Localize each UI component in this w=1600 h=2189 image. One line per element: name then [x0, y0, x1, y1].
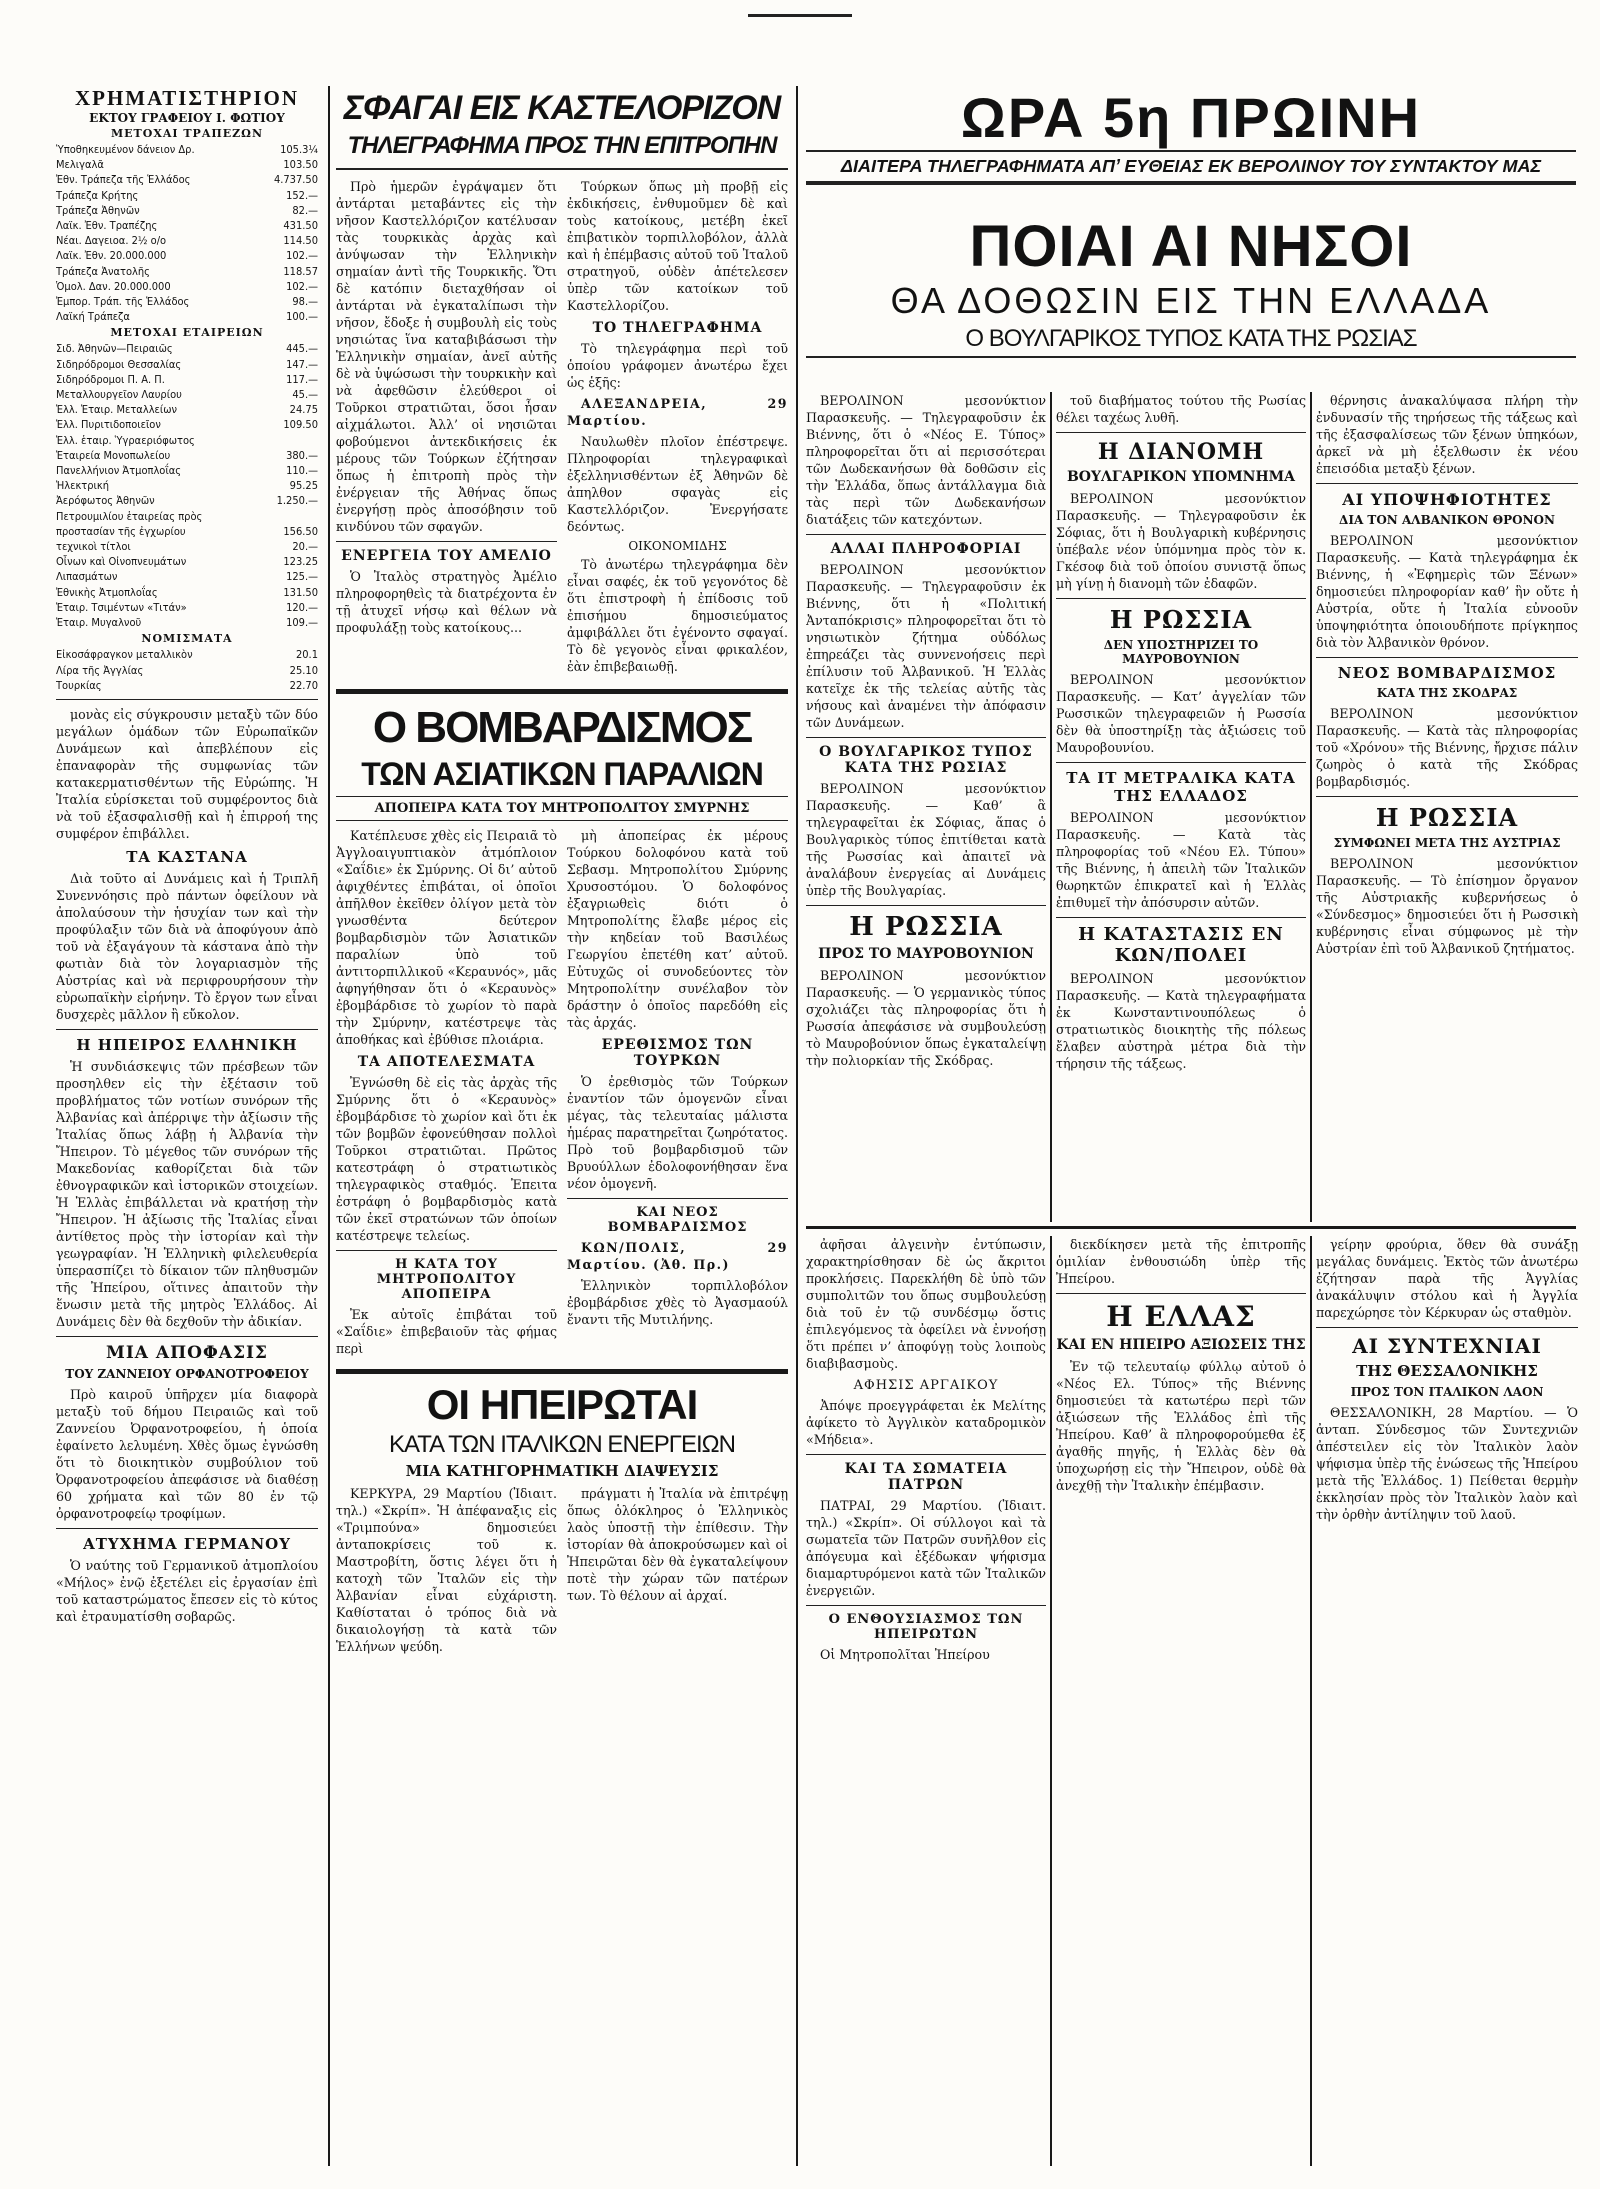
decision-subtitle: ΤΟΥ ΖΑΝΝΕΙΟΥ ΟΡΦΑΝΟΤΡΟΦΕΙΟΥ	[65, 1366, 309, 1381]
market-row-label: Σιδηρόδρομοι Π. Α. Π.	[56, 372, 165, 386]
telegram-column-2	[1056, 392, 1306, 1222]
column-rule	[1050, 392, 1052, 1222]
market-row	[56, 478, 318, 493]
company-table	[56, 341, 318, 630]
header-subtitle: ΔΙΑΙΤΕΡΑ ΤΗΛΕΓΡΑΦΗΜΑΤΑ ΑΠ’ ΕΥΘΕΙΑΣ ΕΚ ΒΕΡΟΛΙΝΟΥ ΤΟΥ ΣΥΝΤΑΚΤΟΥ ΜΑΣ	[806, 150, 1576, 185]
market-row-label: Λιπασμάτων	[56, 570, 118, 584]
russia-montenegro-sub: ΠΡΟΣ ΤΟ ΜΑΥΡΟΒΟΥΝΙΟΝ	[818, 946, 1034, 962]
energy-text: Ὁ Ἰταλὸς στρατηγὸς Ἀμέλιο πληροφορηθεὶς τὰ διατρέχοντα ἐν τῇ ἀτυχεῖ νήσῳ καὶ θέλων νὰ προφυλάξῃ τοὺς κατοίκους...	[336, 569, 557, 635]
constantinople-text: ΒΕΡΟΛΙΝΟΝ μεσονύκτιον Παρασκευῆς. — Κατὰ τηλεγραφήματα ἐκ Κωνσταντινουπόλεως ὁ στρατιωτικὸς διοικητὴς τῆς πόλεως ἔλαβεν αὐστηρὰ μέτρα διὰ τὴν τήρησιν τῆς τάξεως.	[1056, 971, 1306, 1071]
section-rule	[806, 1226, 1576, 1229]
market-row	[56, 203, 318, 218]
market-row	[56, 279, 318, 294]
market-row-label: Μεταλλουργεῖον Λαυρίου	[56, 388, 182, 402]
market-row	[56, 678, 318, 693]
market-row-value: 131.50	[283, 585, 318, 599]
market-row-value: 20.—	[292, 540, 318, 554]
russia-montenegro-heading: Η ΡΩΣΣΙΑ	[849, 912, 1003, 942]
market-row-value: 120.—	[286, 600, 318, 614]
market-row-value: 110.—	[286, 464, 318, 478]
skodra-text: ΒΕΡΟΛΙΝΟΝ μεσονύκτιον Παρασκευῆς. — Κατὰ τὰς πληροφορίας τοῦ «Χρόνου» τῆς Βιέννης, ἤρχισε πάλιν ζωηρὸς ὁ κατὰ τῆς Σκόδρας βομβαρδισμός.	[1316, 706, 1578, 789]
market-row-value: 114.50	[283, 234, 318, 248]
market-row	[56, 248, 318, 263]
market-row	[56, 309, 318, 324]
market-row	[56, 387, 318, 402]
russia-sub: ΔΕΝ ΥΠΟΣΤΗΡΙΖΕΙ ΤΟ ΜΑΥΡΟΒΟΥΝΙΟΝ	[1103, 638, 1259, 666]
market-row-value: 445.—	[286, 342, 318, 356]
memo-text: ΒΕΡΟΛΙΝΟΝ μεσονύκτιον Παρασκευῆς. — Τηλεγραφοῦσιν ἐκ Σόφιας, ὅτι ἡ Βουλγαρικὴ κυβέρνησις ὑπέβαλε νέον ὑπόμνημα πρὸς τὸν κ. Γκέσοφ διὰ τοῦ ὁποίου συνιστᾷ ὅπως μὴ γίνῃ ἡ διανομὴ τῶν ἐδαφῶν.	[1056, 491, 1306, 591]
enthusiasm-heading: Ο ΕΝΘΟΥΣΙΑΣΜΟΣ ΤΩΝ ΗΠΕΙΡΩΤΩΝ	[828, 1612, 1024, 1642]
market-row-label: Ἑταιρ. Μυγαλνοῦ	[56, 616, 142, 630]
market-row	[56, 157, 318, 172]
lower-col2-text: διεκδίκησεν μετὰ τῆς ἐπιτροπῆς ὁμιλίαν ἐνθουσιώδη ὑπὲρ τῆς Ἠπείρου.	[1056, 1237, 1306, 1286]
market-row	[56, 663, 318, 678]
market-row	[56, 188, 318, 203]
market-row-label: Ἑταιρεία Μονοπωλείου	[56, 448, 171, 462]
market-row-value: 156.50	[283, 524, 318, 538]
candidacies-sub: ΔΙΑ ΤΟΝ ΑΛΒΑΝΙΚΟΝ ΘΡΟΝΟΝ	[1339, 513, 1555, 527]
epirotes-text-right: πράγματι ἡ Ἰταλία νὰ ἐπιτρέψῃ ὅπως ὁλόκληρος ὁ Ἑλληνικὸς λαὸς ὑποστῇ τὴν ἐπίθεσιν. Τὴν ἱστορίαν θὰ ἀποκρούσωμεν καὶ οἱ Ἠπειρῶται δὲν θὰ ἐγκαταλείψουν ποτὲ τὴν χώραν τῶν πατέρων των. Τὸ θέλουν αἱ ἀρχαί.	[567, 1486, 788, 1603]
bulgarian-press-text: ΒΕΡΟΛΙΝΟΝ μεσονύκτιον Παρασκευῆς. — Καθ’ ἃ τηλεγραφεῖται ἐκ Σόφιας, ἅπας ὁ Βουλγαρικὸς τύπος ἐπιτίθεται κατὰ τῆς Ρωσσίας καὶ ἀπαιτεῖ νὰ ἀναλάβουν ἐνεργείας αἱ Δυνάμεις ὑπὲρ τῆς Βουλγαρίας.	[806, 781, 1046, 898]
kastellorizo-column	[336, 86, 788, 2166]
market-row	[56, 357, 318, 372]
market-row-label: Ἐθνικὴς Ἀτμοπλοΐας	[56, 585, 158, 599]
market-row	[56, 341, 318, 356]
market-row-value: 123.25	[283, 555, 318, 569]
chestnuts-heading: ΤΑ ΚΑΣΤΑΝΑ	[126, 847, 248, 866]
market-row-label: Ὑποθηκευμένον δάνειον Δρ.	[56, 143, 195, 156]
market-row-value: 4.737.50	[273, 173, 318, 187]
market-row	[56, 539, 318, 554]
market-column	[56, 86, 318, 2156]
market-row-label: Λαϊκ. Ἐθν. Τραπέζης	[56, 219, 158, 233]
market-row-label: προστασίαν τῆς ἐγχωρίου	[56, 524, 186, 538]
market-row-label: Ἑταιρ. Τσιμέντων «Τιτάν»	[56, 600, 187, 614]
telegram-heading: ΤΟ ΤΗΛΕΓΡΑΦΗΜΑ	[592, 320, 763, 336]
market-row-label: Ἐμπορ. Τράπ. τῆς Ἑλλάδος	[56, 295, 190, 309]
column-rule	[328, 86, 330, 2166]
enthusiasm-text: Οἱ Μητροπολῖται Ἠπείρου	[820, 1647, 990, 1662]
column-rule	[1310, 392, 1312, 1222]
russia-text: ΒΕΡΟΛΙΝΟΝ μεσονύκτιον Παρασκευῆς. — Κατ’ ἀγγελίαν τῶν Ρωσσικῶν τηλεγραφειῶν ἡ Ρωσσία δὲν θὰ ὑποστηρίξῃ τὰς ἀξιώσεις τοῦ Μαυροβουνίου.	[1056, 672, 1306, 755]
market-row-label: τεχνικοὶ τίτλοι	[56, 540, 131, 554]
market-row-label: Λαϊκή Τράπεζα	[56, 310, 130, 324]
bombardment-subtitle: ΑΠΟΠΕΙΡΑ ΚΑΤΑ ΤΟΥ ΜΗΤΡΟΠΟΛΙΤΟΥ ΣΜΥΡΝΗΣ	[336, 796, 788, 821]
bank-table	[56, 142, 318, 324]
banks-heading: ΜΕΤΟΧΑΙ ΤΡΑΠΕΖΩΝ	[110, 127, 263, 140]
skodra-heading: ΝΕΟΣ ΒΟΜΒΑΡΔΙΣΜΟΣ	[1337, 664, 1557, 682]
market-title: ΧΡΗΜΑΤΙΣΤΗΡΙΟΝ	[74, 86, 300, 110]
market-row-value: 82.—	[292, 203, 318, 217]
currency-heading: ΝΟΜΙΣΜΑΤΑ	[141, 632, 233, 646]
market-row	[56, 294, 318, 309]
accident-text: Ὁ ναύτης τοῦ Γερμανικοῦ ἀτμοπλοίου «Μήλος» ἐνῷ ἐξετέλει εἰς ἐργασίαν ἐπὶ τοῦ καταστρώματος ἔπεσεν εἰς τὸ κύτος καὶ ἐτραυματίσθη σοβαρῶς.	[56, 1557, 318, 1624]
market-row-value: 109.—	[286, 616, 318, 630]
market-row-value: 20.1	[295, 648, 318, 662]
market-row	[56, 509, 318, 524]
telegram-intro: Τὸ τηλεγράφημα περὶ τοῦ ὁποίου γράφομεν ἀνωτέρω ἔχει ὡς ἑξῆς:	[567, 341, 788, 390]
new-bombardment-heading: ΚΑΙ ΝΕΟΣ ΒΟΜΒΑΡΔΙΣΜΟΣ	[607, 1205, 748, 1235]
market-row-value: 1.250.—	[276, 494, 318, 508]
metropolitan-heading: Η ΚΑΤΑ ΤΟΥ ΜΗΤΡΟΠΟΛΙΤΟΥ ΑΠΟΠΕΙΡΑ	[376, 1257, 517, 1302]
memo-sub: ΒΟΥΛΓΑΡΙΚΟΝ ΥΠΟΜΝΗΜΑ	[1066, 469, 1296, 485]
farewell-text: Ἀπόψε προεγγράφεται ἐκ Μελίτης ἀφίκετο τὸ Ἀγγλικὸν καταδρομικὸν «Μήδεια».	[806, 1398, 1046, 1447]
associations-sub: ΤΗΣ ΘΕΣΣΑΛΟΝΙΚΗΣ	[1356, 1362, 1538, 1380]
market-row-value: 152.—	[286, 188, 318, 202]
header-title: ΩΡΑ 5η ΠΡΩΙΝΗ	[960, 86, 1422, 149]
market-row	[56, 493, 318, 508]
epirotes-subtitle2: ΜΙΑ ΚΑΤΗΓΟΡΗΜΑΤΙΚΗ ΔΙΑΨΕΥΣΙΣ	[405, 1462, 719, 1480]
russia-austria-heading: Η ΡΩΣΣΙΑ	[1375, 803, 1519, 832]
market-row-label: Ἑλλ. ἑταιρ. Ὑγραεριόφωτος	[56, 433, 195, 447]
market-row-value: 100.—	[286, 310, 318, 324]
excitement-heading: ΕΡΕΘΙΣΜΟΣ ΤΩΝ ΤΟΥΡΚΩΝ	[601, 1037, 754, 1069]
decision-heading: ΜΙΑ ΑΠΟΦΑΣΙΣ	[106, 1342, 268, 1363]
telegram-column-3	[1316, 392, 1578, 1222]
right-top-text: θέρνησις ἀνακαλύψασα πλήρη τὴν ἐνδυνασίν τῆς τηρήσεως τῆς τάξεως καὶ τῆς ἐξασφαλίσεως τῶν ξένων ὑπηκόων, ἀρκεῖ νὰ μὴ ἐξελθωσιν ἐκ νέου ἐπεισόδια μεταξὺ ξένων.	[1316, 393, 1578, 476]
chestnuts-text: Διὰ τοῦτο αἱ Δυνάμεις καὶ ἡ Τριπλῆ Συνεννόησις πρὸ πάντων ὀφείλουν νὰ ἀπολαύσουν τὴν ἡσυχίαν των καὶ τὴν προφύλαξιν τῶν διὰ νὰ ἀποφύγουν ἀπὸ τοῦ νὰ ἐξαγάγουν τὰ κάστανα ἀπὸ τὴν φωτιὰν διὰ τὸν λογαριασμὸν τῆς Αὐστρίας καὶ νὰ περιφρουρήσουν τὴν εὐρωπαϊκὴν εἰρήνην. Τὸ ἔργον των εἶναι δυσχερὲς μᾶλλον ἢ εὔκολον.	[56, 870, 318, 1022]
market-row-value: 24.75	[289, 403, 318, 417]
skodra-sub: ΚΑΤΑ ΤΗΣ ΣΚΟΔΡΑΣ	[1376, 686, 1518, 700]
guilds-heading: ΚΑΙ ΤΑ ΣΩΜΑΤΕΙΑ ΠΑΤΡΩΝ	[844, 1461, 1008, 1493]
market-row-value: 22.70	[289, 678, 318, 692]
telegram-signature: ΟΙΚΟΝΟΜΙΔΗΣ	[628, 539, 727, 553]
market-row	[56, 569, 318, 584]
russia-montenegro-text: ΒΕΡΟΛΙΝΟΝ μεσονύκτιον Παρασκευῆς. — Ὁ γερμανικὸς τύπος σχολιάζει τὰς πληροφορίας ὅτι ἡ Ρωσσία ἀπεφάσισε νὰ συμβουλεύσῃ τὸ Μαυροβούνιον ὅπως ἐγκαταλείψῃ τὴν πολιορκίαν τῆς Σκόδρας.	[806, 968, 1046, 1068]
market-row-value: 98.—	[292, 295, 318, 309]
bombardment-title2: ΤΩΝ ΑΣΙΑΤΙΚΩΝ ΠΑΡΑΛΙΩΝ	[361, 756, 763, 792]
bombardment-text: Κατέπλευσε χθὲς εἰς Πειραιᾶ τὸ Ἀγγλοαιγυπτιακὸν ἀτμόπλοιον «Σαΐδιε» ἐκ Σμύρνης. Οἱ δι’ αὐτοῦ ἀφιχθέντες ἐπιβάται, οἱ ὁποῖοι ἀπῆλθον ἐκεῖθεν ὀλίγον μετὰ τὸν γνωσθέντα δεύτερον βομβαρδισμὸν τῶν Ἀσιατικῶν παραλίων ὑπὸ τοῦ ἀντιτορπιλλικοῦ «Κεραυνός», μᾶς ἀφηγήθησαν ὅτι ὁ «Κεραυνὸς» ἐβομβάρδισε τὸ χωρίον τὸ παρὰ τὴν Σμύρνην, κατέστρεψε τὰς ἀποθήκας καὶ ἐβύθισε πλοιάρια.	[336, 828, 557, 1047]
lower-column-1	[806, 1236, 1046, 2166]
companies-heading: ΜΕΤΟΧΑΙ ΕΤΑΙΡΕΙΩΝ	[110, 326, 264, 340]
night-telegrams-header	[806, 86, 1576, 206]
telegram-dateline: ΑΛΕΞΑΝΔΡΕΙΑ, 29 Μαρτίου.	[567, 396, 788, 428]
greece-sub: ΚΑΙ ΕΝ ΗΠΕΙΡΟ ΑΞΙΩΣΕΙΣ ΤΗΣ	[1056, 1337, 1306, 1353]
russia-austria-text: ΒΕΡΟΛΙΝΟΝ μεσονύκτιον Παρασκευῆς. — Τὸ ἐπίσημον ὄργανον τῆς Αὐστριακῆς κυβερνήσεως ὁ «Σύνδεσμος» δημοσιεύει ὅτι ἡ Ρωσσικὴ κυβέρνησις εἶναι σύμφωνος μὲ τὴν Αὐστρίαν ἐπὶ τοῦ Ἀλβανικοῦ ζητήματος.	[1316, 856, 1578, 956]
epirotes-title: ΟΙ ΗΠΕΙΡΩΤΑΙ	[426, 1381, 698, 1428]
constantinople-heading: Η ΚΑΤΑΣΤΑΣΙΣ ΕΝ ΚΩΝ/ΠΟΛΕΙ	[1078, 924, 1284, 966]
market-row-value: 105.3¼	[280, 143, 318, 156]
epirotes-subtitle: ΚΑΤΑ ΤΩΝ ΙΤΑΛΙΚΩΝ ΕΝΕΡΓΕΙΩΝ	[389, 1431, 735, 1458]
memo-heading: Η ΔΙΑΝΟΜΗ	[1097, 439, 1265, 465]
market-row-value: 117.—	[286, 372, 318, 386]
bulgarian-press-heading: Ο ΒΟΥΛΓΑΡΙΚΟΣ ΤΥΠΟΣ ΚΑΤΑ ΤΗΣ ΡΩΣΙΑΣ	[819, 744, 1033, 776]
market-row	[56, 402, 318, 417]
other-info-heading: ΑΛΛΑΙ ΠΛΗΡΟΦΟΡΙΑΙ	[830, 541, 1022, 557]
market-row	[56, 524, 318, 539]
new-bombardment-text: Ἑλληνικὸν τορπιλλοβόλον ἐβομβάρδισε χθὲς τὸ Ἀγασμαούλ ἔναντι τῆς Μυτιλήνης.	[567, 1278, 788, 1327]
market-row-label: Ὁμολ. Δαν. 20.000.000	[56, 279, 171, 293]
bombardment-col2: μὴ ἀποπείρας ἐκ μέρους Τούρκου δολοφόνου κατὰ τοῦ Σεβασμ. Μητροπολίτου Σμύρνης Χρυσοστόμου. Ὁ δολοφόνος ἐξαγριωθεὶς διότι ὁ Μητροπολίτης ἔλαβε μέρος εἰς τὴν κηδείαν τοῦ Βασιλέως Γεωργίου ἐπετέθη κατ’ αὐτοῦ. Εὐτυχῶς οἱ συνοδεύοντες τὸν Μητροπολίτην συνέλαβον τὸν δράστην ὁ ὁποῖος παρεδόθη εἰς τὰς ἀρχάς.	[567, 828, 788, 1030]
russia-heading: Η ΡΩΣΣΙΑ	[1109, 605, 1253, 634]
market-row	[56, 615, 318, 630]
lower-column-2	[1056, 1236, 1306, 2166]
market-row-label: Πανελλήνιον Ἀτμοπλοΐας	[56, 464, 182, 478]
excitement-text: Ὁ ἐρεθισμὸς τῶν Τούρκων ἐναντίον τῶν ὁμογενῶν εἶναι μέγας, τὰς τελευταίας μάλιστα ἡμέρας παρατηρεῖται ζωηρότατος. Πρὸ τοῦ βομβαρδισμοῦ τῶν Βρυούλλων ἐδολοφονήθησαν ἕνα νέον ὁμογενῆ.	[567, 1074, 788, 1191]
associations-sub2: ΠΡΟΣ ΤΟΝ ΙΤΑΛΙΚΟΝ ΛΑΟΝ	[1350, 1385, 1544, 1399]
market-row-label: Ἀερόφωτος Ἀθηνῶν	[56, 494, 155, 508]
epirus-text: Ἡ συνδιάσκεψις τῶν πρέσβεων τῶν προσηλθεν εἰς τὴν ἐξέτασιν τοῦ προβλήματος τῶν νοτίων συνόρων τῆς Ἀλβανίας καὶ ἀπέρριψε τὴν ἀξίωσιν τῆς Ἰταλίας ὅπως λάβῃ ἡ Ἀλβανία τὴν Ἤπειρον. Τὸ μέγεθος τῶν συνόρων τῆς Μακεδονίας καθορίζεται διὰ τῶν ἐθνογραφικῶν καὶ ἱστορικῶν στοιχείων. Ἡ Ἑλλὰς ἐπιβάλλεται νὰ κρατήσῃ τὴν Ἤπειρον. Ἡ ἀξίωσις τῆς Ἰταλίας εἶναι ἀντίθετος πρὸς τὴν ἱστορίαν καὶ τὴν γεωγραφίαν. Ἡ Ἑλληνικὴ φιλελευθερία ὑπερασπίζει τὸ δίκαιον τῶν πληθυσμῶν τῆς Ἠπείρου, οἵτινες ἀπαιτοῦν τὴν ἕνωσιν μετὰ τῆς μητρὸς Ἑλλάδος. Αἱ Δυνάμεις δὲν θὰ δεχθοῦν τὴν ἀδικίαν.	[56, 1058, 318, 1329]
market-row	[56, 417, 318, 432]
massacres-text-right: Τούρκων ὅπως μὴ προβῇ εἰς ἐκδικήσεις, ἐνθυμοῦμεν δὲ καὶ τοὺς κατοίκους, μετέβη ἐκεῖ ἐπιβατικὸν τορπιλλοβόλον, ἀλλὰ καὶ ἡ ἐπέμβασις αὐτοῦ τοῦ Ἰταλοῦ στρατηγοῦ, οὐδὲν ἀπέτελεσεν ὑπὲρ τῶν κατοίκων τοῦ Καστελλορίζου.	[567, 179, 788, 313]
market-row-value: 103.50	[283, 158, 318, 172]
market-row	[56, 600, 318, 615]
massacres-text-left: Πρὸ ἡμερῶν ἐγράψαμεν ὅτι ἀντάρται μεταβάντες εἰς τὴν νῆσον Καστελλόριζον κατέλυσαν τὰς τουρκικὰς ἀρχὰς καὶ ἀνύψωσαν τὴν Ἑλληνικὴν σημαίαν ἀντὶ τῆς Τουρκικῆς. Ὅτι δὲ κατόπιν διεταχθήσαν οἱ ἀντάρται νὰ ἐγκαταλίπωσι τὴν νῆσον, ἔδοξε ἡ συμβουλὴ εἰς τοὺς νησιώτας ἵνα καταβιβάσωσι τὴν Ἑλληνικὴν σημαίαν, ἀνεῖ αὐτῆς δὲ νὰ ὑψώσωσι τὴν τουρκικὴν καὶ νὰ ἀφεθῶσιν ἐλεύθεροι οἱ Τοῦρκοι στρατιῶται, ὅσοι ἦσαν αἰχμάλωτοι. Ἀλλ’ οἱ νησιῶται φοβούμενοι ἀντεκδικήσεις ἐκ μέρους τῶν Τούρκων ἐζήτησαν ὅπως ἡ ἐπιτροπὴ πρὸς τὴν ἐνέργειαν τῆς Ἀθήνας ὅπως ἐνεργήσῃ πρὸς ἀποσόβησιν τοῦ κινδύνου τῶν σφαγῶν.	[336, 179, 557, 534]
results-heading: ΤΑ ΑΠΟΤΕΛΕΣΜΑΤΑ	[357, 1054, 536, 1070]
islands-col2-text: τοῦ διαβήματος τούτου τῆς Ρωσίας θέλει ταχέως λυθῆ.	[1056, 393, 1306, 425]
telegram-closing: Τὸ ἀνωτέρω τηλεγράφημα δὲν εἶναι σαφές, ἐκ τοῦ γεγονότος δὲ ὅτι ἐπιστροφὴ ἡ ἐπίδοσις τοῦ ἐπισήμου δημοσιεύματος ἀμφιβάλλει ὅτι ἐγένοντο σφαγαί. Τὸ δὲ γεγονὸς εἶναι φρικαλέον, ἐὰν ἐπιβεβαιωθῇ.	[567, 557, 788, 674]
market-row-label: Πετρουμιλίου ἑταιρείας πρὸς	[56, 509, 203, 523]
market-row	[56, 264, 318, 279]
greece-heading: Η ΕΛΛΑΣ	[1106, 1300, 1256, 1333]
market-row-label: Σιδηρόδρομοι Θεσσαλίας	[56, 357, 182, 371]
market-row	[56, 463, 318, 478]
market-row	[56, 372, 318, 387]
associations-heading: ΑΙ ΣΥΝΤΕΧΝΙΑΙ	[1352, 1334, 1542, 1358]
market-row-label: Σιδ. Ἀθηνῶν—Πειραιῶς	[56, 342, 173, 356]
market-row-value: 95.25	[289, 479, 318, 493]
market-row-label: Μελιγαλᾶ	[56, 158, 104, 172]
market-row-label: Ἡλεκτρική	[56, 479, 109, 493]
candidacies-heading: ΑΙ ΥΠΟΨΗΦΙΟΤΗΤΕΣ	[1342, 490, 1552, 509]
epirotes-text: ΚΕΡΚΥΡΑ, 29 Μαρτίου (Ἰδιαιτ. τηλ.) «Σκρίπ». Ἡ ἀπέφαναξις εἰς «Τριμπούνα» δημοσιεύει ἀνταποκρίσεις τοῦ κ. Μαστροβίτη, ὅστις λέγει ὅτι ἡ κατοχὴ τῶν Ἰταλῶν εἰς τὴν Ἀλβανίαν εἶναι εὐχάριστη. Καθίσταται ὁ τρόπος διὰ νὰ δικαιολογήσῃ τὰ κατὰ τῶν Ἑλλήνων ψεύδη.	[336, 1486, 557, 1654]
market-row	[56, 218, 318, 233]
guilds-text: ΠΑΤΡΑΙ, 29 Μαρτίου. (Ἰδιαιτ. τηλ.) «Σκρίπ». Οἱ σύλλογοι καὶ τὰ σωματεῖα τῶν Πατρῶν συνῆλθον εἰς ἀπόγευμα καὶ ἐξέδωκαν ψήφισμα διαμαρτυρόμενοι κατὰ τῶν Ἰταλικῶν ἐνεργειῶν.	[806, 1498, 1046, 1598]
candidacies-text: ΒΕΡΟΛΙΝΟΝ μεσονύκτιον Παρασκευῆς. — Κατὰ τηλεγράφημα ἐκ Βιέννης, ἡ «Ἐφημερὶς τῶν Ξένων» δημοσιεύει πληροφορίαν καθ’ ἣν οὔτε ἡ Αὐστρία, οὔτε ἡ Ἰταλία εὐνοοῦν ὑποψηφιότητα ὁποιουδήποτε πρίγκηπος διὰ τὸν Ἀλβανικὸν θρόνον.	[1316, 533, 1578, 650]
market-row	[56, 554, 318, 569]
lower-col1-text: ἀφῆσαι ἀλγεινὴν ἐντύπωσιν, χαρακτηρίσθησαν δὲ ὡς ἄκριτοι προκλήσεις. Παρεκλήθη δὲ ὑπὸ τῶν συμπολιτῶν του ὅπως συμβουλεύσῃ διὰ τοῦ ἐν τῷ συνδέσμῳ ὅστις ἐπιλεγόμενος τὰ ὀφείλει νὰ ἐννοήσῃ ὅτι πρέπει ν’ ἀποφύγῃ τοὺς λοιποὺς διαβιβασμοὺς.	[806, 1237, 1046, 1371]
islands-title: ΠΟΙΑΙ ΑΙ ΝΗΣΟΙ	[969, 214, 1413, 279]
telegram-body: Ναυλωθὲν πλοῖον ἐπέστρεψε. Πληροφορίαι τηλεγραφικαὶ ἐξελληνισθέντων ἐξ Ἀθηνῶν δὲ ἀπηλθον σφαγὰς εἰς Καστελλόριζον. Ἐνεργήσατε δεόντως.	[567, 434, 788, 534]
column-rule	[1050, 1236, 1052, 2166]
market-row-label: Τράπεζα Κρήτης	[56, 188, 139, 202]
epirus-heading: Η ΗΠΕΙΡΟΣ ΕΛΛΗΝΙΚΗ	[76, 1035, 298, 1054]
other-info-text: ΒΕΡΟΛΙΝΟΝ μεσονύκτιον Παρασκευῆς. — Τηλεγραφοῦσιν ἐκ Βιέννης, ὅτι ἡ «Πολιτική Ἀνταπόκρισις» πληροφορεῖται ὅτι τὸ νησιωτικὸν ζήτημα οὐδόλως ἐπηρεάζει τὰς συννενοήσεις περὶ ἐπίλυσιν τοῦ Ἀλβανικοῦ. Ἡ Ἑλλὰς κατεῖχε ἐκ τῆς τελείας αὐτῆς τὰς νήσους καὶ ἀναμένει τὴν ἀπόφασιν τῶν Δυνάμεων.	[806, 562, 1046, 730]
market-row-label: Οἶνων καὶ Οἰνοπνευμάτων	[56, 555, 187, 569]
russia-austria-sub: ΣΥΜΦΩΝΕΙ ΜΕΤΑ ΤΗΣ ΑΥΣΤΡΙΑΣ	[1333, 836, 1561, 850]
islands-subtitle: ΘΑ ΔΟΘΩΣΙΝ ΕΙΣ ΤΗΝ ΕΛΛΑΔΑ	[890, 280, 1492, 321]
bombardment-title: Ο ΒΟΜΒΑΡΔΙΣΜΟΣ	[372, 703, 752, 752]
column-rule	[1310, 1236, 1312, 2166]
market-row	[56, 585, 318, 600]
market-row-label: Ἑλλ. Ἑταιρ. Μεταλλείων	[56, 403, 178, 417]
market-row-value: 102.—	[286, 249, 318, 263]
market-subtitle: ΕΚΤΟΥ ΓΡΑΦΕΙΟΥ Ι. ΦΩΤΙΟΥ	[89, 111, 285, 125]
massacres-title: ΣΦΑΓΑΙ ΕΙΣ ΚΑΣΤΕΛΟΡΙΖΟΝ	[343, 89, 781, 127]
results-text: Ἐγνώσθη δὲ εἰς τὰς ἀρχὰς τῆς Σμύρνης ὅτι ὁ «Κεραυνὸς» ἐβομβάρδισε τὸ χωρίον καὶ ὅτι ἐκ τῶν βομβῶν ἐφονεύθησαν πολλοὶ Τοῦρκοι στρατιῶται. Πρῶτος κατεστράφη ὁ στρατιωτικὸς τηλεγραφικὸς σταθμός. Ἐπειτα ἐστράφη ὁ βομβαρδισμὸς κατὰ τῶν ἐκεῖ στρατώνων τῶν ὁποίων κατέστρεψε τελείως.	[336, 1075, 557, 1243]
market-row-label: Ἑλλ. Πυριτιδοποιεῖον	[56, 418, 161, 432]
market-row-label: Λίρα τῆς Ἀγγλίας	[56, 663, 144, 677]
currency-table	[56, 647, 318, 693]
market-row-label: Ἐθν. Τράπεζα τῆς Ἑλλάδος	[56, 173, 191, 187]
telegram-column-1	[806, 392, 1046, 1222]
ships-text: ΒΕΡΟΛΙΝΟΝ μεσονύκτιον Παρασκευῆς. — Κατὰ τὰς πληροφορίας τοῦ «Νέου Ελ. Τύπου» τῆς Βιέννης, ἡ ἀπειλὴ τῶν Ἰταλικῶν θωρηκτῶν ἐπικρατεῖ καὶ ἡ Ἑλλὰς ἐπιθυμεῖ τὴν ἀπόσυρσιν αὐτῶν.	[1056, 810, 1306, 910]
islands-header	[806, 214, 1576, 384]
market-row	[56, 448, 318, 463]
market-row	[56, 433, 318, 448]
market-row	[56, 172, 318, 187]
market-row	[56, 142, 318, 157]
accident-heading: ΑΤΥΧΗΜΑ ΓΕΡΜΑΝΟΥ	[83, 1534, 291, 1553]
new-bombardment-dateline: ΚΩΝ/ΠΟΛΙΣ, 29 Μαρτίου. (Ἀθ. Πρ.)	[567, 1240, 788, 1272]
column-rule	[796, 86, 798, 2166]
massacres-subtitle: ΤΗΛΕΓΡΑΦΗΜΑ ΠΡΟΣ ΤΗΝ ΕΠΙΤΡΟΠΗΝ	[336, 130, 788, 170]
energy-heading: ΕΝΕΡΓΕΙΑ ΤΟΥ ΑΜΕΛΙΟ	[341, 548, 552, 564]
market-row-value: 109.50	[283, 418, 318, 432]
market-row-value: 380.—	[286, 448, 318, 462]
market-row-label: Νέαι. Δαγειοα. 2½ ο/ο	[56, 234, 167, 248]
associations-text: ΘΕΣΣΑΛΟΝΙΚΗ, 28 Μαρτίου. — Ὁ ἀνταπ. Σύνδεσμος τῶν Συντεχνιῶν ἀπέστειλεν εἰς τὸν Ἰταλικὸν λαὸν ψήφισμα ὑπὲρ τῆς ἑνώσεως τῆς Ἠπείρου μετὰ τῆς Ἑλλάδος. 1) Πείθεται θερμὴν ἐκκλησίαν πρὸς τὸν Ἰταλικὸν λαὸν καὶ τὴν ὀρθὴν ἀντίληψιν τοῦ λαοῦ.	[1316, 1405, 1578, 1522]
market-row-value: 125.—	[286, 570, 318, 584]
market-row-value: 118.57	[283, 264, 318, 278]
lower-col3-text: γείρην φρούρια, ὅθεν θὰ συνάξῃ μεγάλας δυνάμεις. Ἐκτὸς τῶν ἀνωτέρω ἐζήτησαν παρὰ τῆς Ἀγγλίας ἀνακάλυψιν στόλου καὶ ἡ Ἀγγλία παρεχώρησε τὸν Κέρκυραν ὡς σταθμὸν.	[1316, 1237, 1578, 1320]
market-row-value: 102.—	[286, 279, 318, 293]
market-row-value: 431.50	[283, 219, 318, 233]
market-row-label: Τράπεζα Ἀθηνῶν	[56, 203, 140, 217]
market-row-label: Τουρκίας	[56, 678, 102, 692]
lower-column-3	[1316, 1236, 1578, 2166]
market-row-value: 45.—	[292, 388, 318, 402]
market-paragraph: μονὰς εἰς σύγκρουσιν μεταξὺ τῶν δύο μεγάλων ὁμάδων τῶν Εὐρωπαϊκῶν Δυνάμεων καὶ ἀπεβλέπουν εἰς ἐπαναφορὰν τῆς συμφωνίας τῶν κατακερματισθέντων τῆς Εὐρώπης. Ἡ Ἰταλία εὑρίσκεται τοῦ συμφέροντος διὰ νὰ τοῦ ἐξασφαλισθῇ καὶ ἡ ἐπιρροή της συμφέρον ἐπιβάλλει.	[56, 706, 318, 841]
market-row	[56, 233, 318, 248]
farewell-heading: ΑΦΗΣΙΣ ΑΡΓΑΙΚΟΥ	[853, 1378, 999, 1393]
islands-text: ΒΕΡΟΛΙΝΟΝ μεσονύκτιον Παρασκευῆς. — Τηλεγραφοῦσιν ἐκ Βιέννης, ὅτι ὁ «Νέος Ε. Τύπος» πληροφορεῖται ὅτι αἱ περισσότεραι τῶν Δωδεκανήσων θὰ δοθῶσιν εἰς τὴν Ἑλλάδα, ὅπως ἀντάλλαγμα διὰ τὰς περὶ τῶν Δωδεκανήσων διατάξεις τῶν κατεχόντων.	[806, 393, 1046, 527]
market-row-value: 147.—	[286, 357, 318, 371]
islands-subtitle2: Ο ΒΟΥΛΓΑΡΙΚΟΣ ΤΥΠΟΣ ΚΑΤΑ ΤΗΣ ΡΩΣΙΑΣ	[806, 322, 1576, 358]
top-rule	[748, 14, 852, 17]
market-row-label: Τράπεζα Ἀνατολῆς	[56, 264, 150, 278]
greece-text: Ἐν τῷ τελευταίῳ φύλλῳ αὐτοῦ ὁ «Νέος Ελ. Τύπος» τῆς Βιέννης δημοσιεύει τὰ κατωτέρω περὶ τῶν ἀξιώσεων τῆς Ἑλλάδος ἐπὶ τῆς Ἠπείρου. Καθ’ ἃ πληροφορούμεθα ἐξ ἀγαθῆς πηγῆς, ἡ Ἑλλὰς δὲν θὰ ὑποχωρήσῃ εἰς τὴν Ἤπειρον, οὐδὲ θὰ ἀνεχθῇ τὴν Ἰταλικὴν ἐπέμβασιν.	[1056, 1359, 1306, 1493]
market-row	[56, 647, 318, 662]
market-row-label: Εἰκοσάφραγκον μεταλλικὸν	[56, 648, 193, 662]
metropolitan-text: Ἐκ αὐτοῖς ἐπιβάται τοῦ «Σαΐδιε» ἐπιβεβαιοῦν τὰς φήμας περὶ	[336, 1307, 557, 1356]
decision-text: Πρὸ καιροῦ ὑπῆρχεν μία διαφορὰ μεταξὺ τοῦ δήμου Πειραιῶς καὶ τοῦ Ζαννείου Ὀρφανοτροφείου, ἡ ὁποία ἐφαίνετο λελυμένη. Χθὲς ὅμως ἐγνώσθη ὅτι τὸ διοικητικὸν συμβούλιον τοῦ Ὀρφανοτροφείου ἀπεφάσισε νὰ διαθέσῃ 60 χρήματα καὶ τῶν 80 ἐν τῷ ὀρφανοτροφείῳ τροφίμων.	[56, 1386, 318, 1521]
ships-heading: ΤΑ ΙΤ ΜΕΤΡΑΛΙΚΑ ΚΑΤΑ ΤΗΣ ΕΛΛΑΔΟΣ	[1066, 769, 1296, 805]
market-row-label: Λαϊκ. Ἐθν. 20.000.000	[56, 249, 167, 263]
market-row-value: 25.10	[289, 663, 318, 677]
